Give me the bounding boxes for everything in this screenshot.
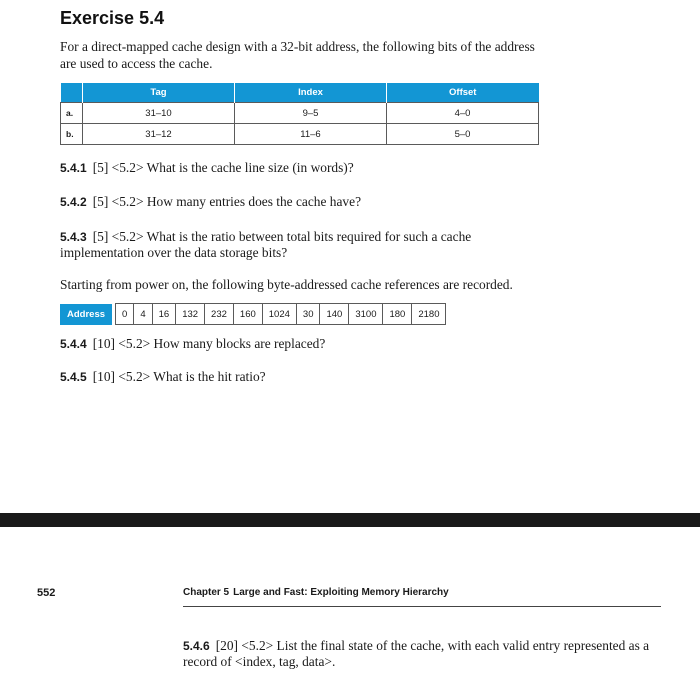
question-text: [10] <5.2> What is the hit ratio? [92,369,266,384]
tag-bits: 31–12 [83,124,235,145]
references-intro: Starting from power on, the following byte-addressed cache references are recorded. [60,277,513,292]
address-value: 140 [320,304,349,325]
question-text: [20] <5.2> List the final state of the cache, with each valid entry represented as a record of <index, tag, data>. [183,638,650,669]
chapter-label: Chapter 5 [183,587,230,598]
question-5-4-2 [60,194,540,210]
address-value: 0 [116,304,134,325]
address-references-table [60,303,446,325]
question-5-4-3 [60,229,540,261]
chapter-header [183,587,449,598]
offset-bits: 4–0 [387,103,539,124]
table-header-row [61,83,539,103]
page-number: 552 [37,587,56,599]
question-number: 5.4.5 [60,370,87,384]
page-divider-bar [0,513,700,527]
question-number: 5.4.6 [183,639,210,653]
address-value: 232 [205,304,234,325]
row-label: b. [61,124,83,145]
row-label: a. [61,103,83,124]
address-value: 160 [233,304,262,325]
question-text: [5] <5.2> How many entries does the cache have? [92,194,362,209]
intro-paragraph: For a direct-mapped cache design with a 32-bit address, the following bits of the address are used to access the cache. [60,39,535,71]
tag-bits: 31–10 [83,103,235,124]
question-5-4-1 [60,160,540,176]
address-value: 3100 [349,304,383,325]
header-rule [183,606,661,607]
question-number: 5.4.3 [60,230,87,244]
table-row [61,124,539,145]
question-number: 5.4.1 [60,161,87,175]
address-bits-table [60,83,539,145]
address-value: 30 [296,304,320,325]
address-value: 180 [383,304,412,325]
question-5-4-6 [183,638,663,670]
address-value: 1024 [262,304,296,325]
table-row [61,103,539,124]
header-index: Index [235,83,387,103]
address-value: 16 [152,304,176,325]
address-value: 4 [134,304,152,325]
question-text: [5] <5.2> What is the cache line size (in words)? [92,160,354,175]
question-5-4-5 [60,369,540,385]
header-offset: Offset [387,83,539,103]
question-text: [10] <5.2> How many blocks are replaced? [92,336,326,351]
header-tag: Tag [83,83,235,103]
header-blank [61,83,83,103]
question-number: 5.4.4 [60,337,87,351]
address-value: 2180 [412,304,446,325]
address-header: Address [60,304,112,325]
question-number: 5.4.2 [60,195,87,209]
question-5-4-4 [60,336,540,352]
chapter-title: Large and Fast: Exploiting Memory Hierarchy [233,587,449,598]
index-bits: 9–5 [235,103,387,124]
exercise-title: Exercise 5.4 [60,8,165,28]
index-bits: 11–6 [235,124,387,145]
address-row [60,304,446,325]
offset-bits: 5–0 [387,124,539,145]
question-text: [5] <5.2> What is the ratio between total bits required for such a cache implementation over the data storage bits? [60,229,472,260]
address-value: 132 [176,304,205,325]
